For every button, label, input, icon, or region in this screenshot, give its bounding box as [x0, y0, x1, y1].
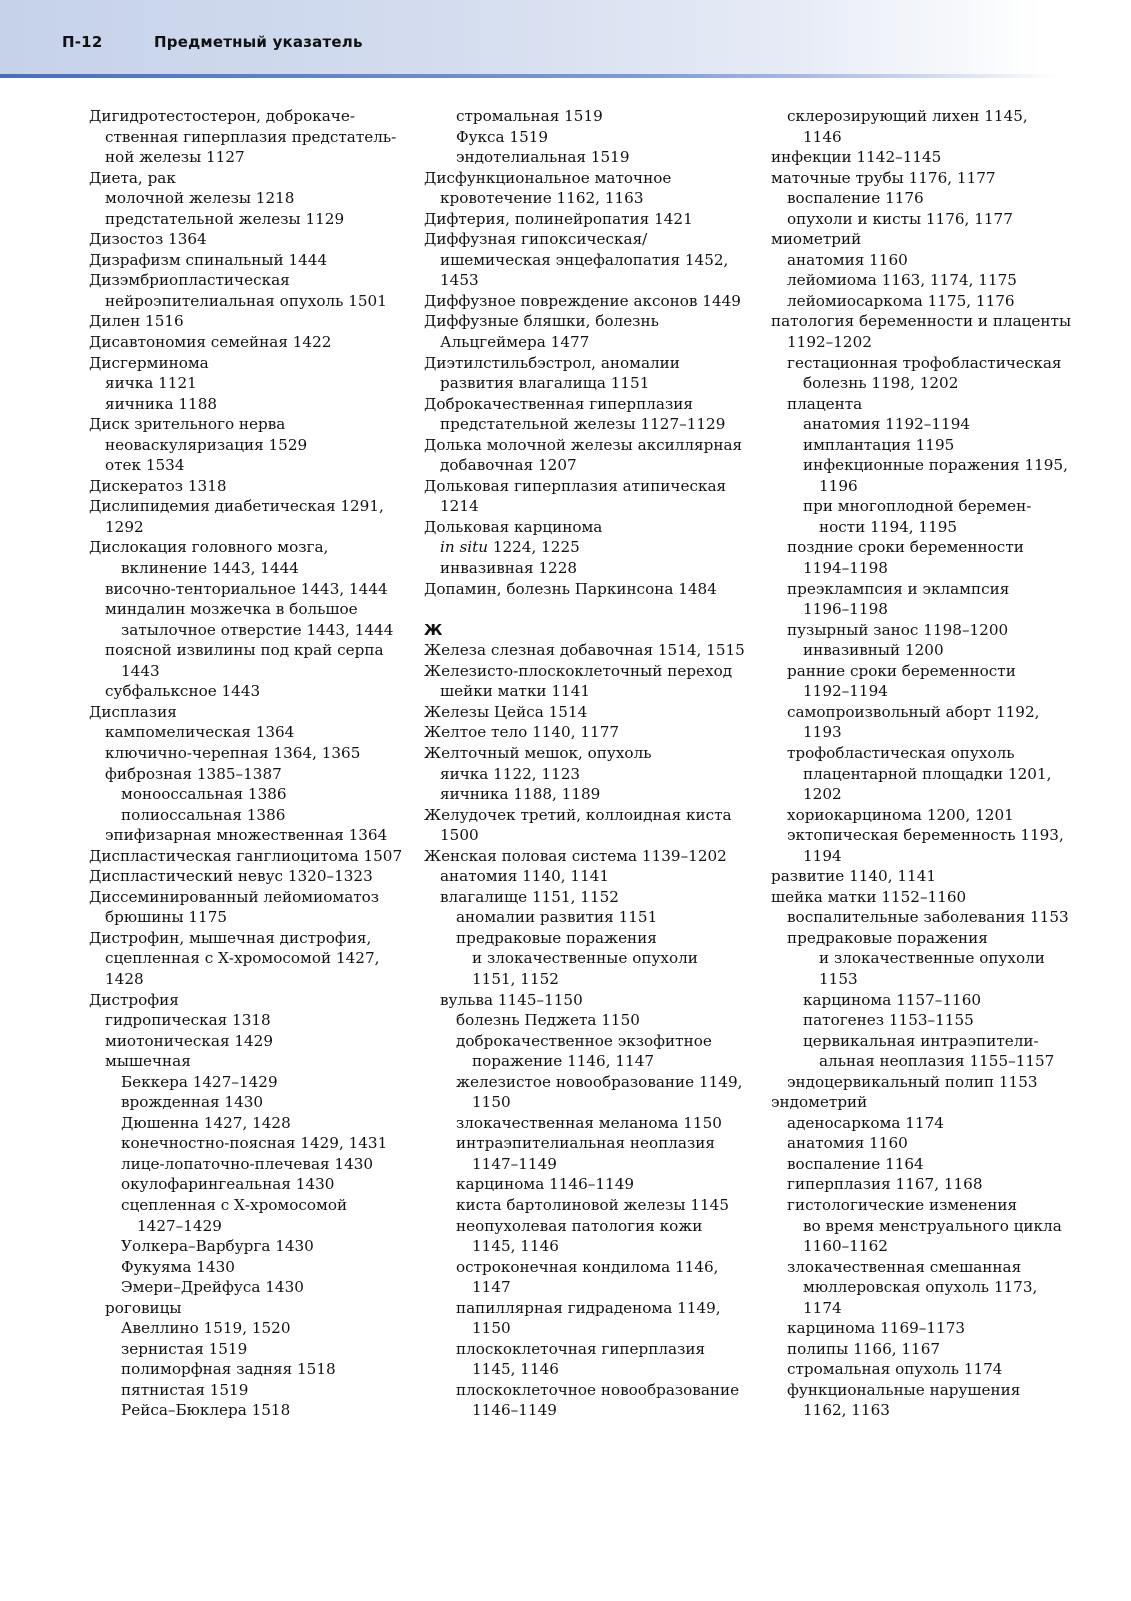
index-entry-line: Диффузная гипоксическая/ — [424, 230, 648, 249]
index-entry-line: Дислипидемия диабетическая 1291, — [89, 497, 384, 516]
index-entry-line: 1150 — [472, 1319, 511, 1338]
index-entry-line: 1443 — [121, 661, 160, 680]
index-entry-line: 1214 — [440, 497, 479, 516]
index-entry-line: брюшины 1175 — [105, 908, 228, 927]
index-entry-line: предраковые поражения — [456, 928, 657, 947]
index-entry-line: воспаление 1164 — [787, 1154, 924, 1173]
index-entry-line: мышечная — [105, 1052, 191, 1071]
index-entry-line: Доброкачественная гиперплазия — [424, 394, 693, 413]
index-entry-line: 1194 — [803, 846, 842, 865]
index-entry-line: папиллярная гидраденома 1149, — [456, 1298, 721, 1317]
index-entry-line: затылочное отверстие 1443, 1444 — [121, 620, 394, 639]
index-entry-line: вклинение 1443, 1444 — [121, 559, 299, 578]
page-number: П-12 — [62, 33, 103, 51]
index-entry-line: патология беременности и плаценты — [771, 312, 1072, 331]
index-entry-line: лейомиома 1163, 1174, 1175 — [787, 271, 1017, 290]
index-entry-line: кровотечение 1162, 1163 — [440, 189, 644, 208]
index-entry-line: 1194–1198 — [803, 559, 888, 578]
index-entry-line: предстательной железы 1129 — [105, 209, 345, 228]
index-entry-line: Дисавтономия семейная 1422 — [89, 333, 332, 352]
index-entry-line: предстательной железы 1127–1129 — [440, 415, 726, 434]
index-entry-line: врожденная 1430 — [121, 1093, 264, 1112]
index-entry-line: поражение 1146, 1147 — [472, 1052, 655, 1071]
index-entry-line: инфекции 1142–1145 — [771, 148, 942, 167]
section-letter: Ж — [424, 620, 443, 639]
index-entry-line: Дизостоз 1364 — [89, 230, 207, 249]
index-entry-line: патогенез 1153–1155 — [803, 1011, 974, 1030]
index-entry-line: Женская половая система 1139–1202 — [424, 846, 727, 865]
index-entry-line: 1147 — [472, 1278, 511, 1297]
index-entry-line: поясной извилины под край серпа — [105, 641, 384, 660]
index-entry-line: яичка 1122, 1123 — [440, 764, 581, 783]
index-entry-line: 1192–1202 — [787, 333, 872, 352]
index-entry-line: Дольковая гиперплазия атипическая — [424, 476, 727, 495]
index-entry-line: Дистрофия — [89, 990, 179, 1009]
header-rule — [0, 74, 1060, 78]
index-entry-line: Дизрафизм спинальный 1444 — [89, 250, 328, 269]
index-entry-line: 1147–1149 — [472, 1154, 557, 1173]
index-entry-line: Дифтерия, полинейропатия 1421 — [424, 209, 693, 228]
index-entry-line: Дискератоз 1318 — [89, 476, 227, 495]
index-entry-line: добавочная 1207 — [440, 456, 577, 475]
index-entry-line: Диспластический невус 1320–1323 — [89, 867, 373, 886]
index-entry-line: Альцгеймера 1477 — [440, 333, 590, 352]
index-entry-line: 1196 — [819, 476, 858, 495]
index-entry-line: Дисплазия — [89, 702, 177, 721]
index-entry-line: вульва 1145–1150 — [440, 990, 583, 1009]
index-entry-line: полипы 1166, 1167 — [787, 1339, 941, 1358]
index-entry-line: яичника 1188 — [105, 394, 218, 413]
index-entry-line: Диффузные бляшки, болезнь — [424, 312, 659, 331]
index-entry-line: 1145, 1146 — [472, 1360, 559, 1379]
index-column-3 — [771, 106, 1091, 1421]
index-entry-line: Желточный мешок, опухоль — [424, 743, 652, 762]
index-entry-line: 1192–1194 — [803, 682, 888, 701]
index-entry-line: 1193 — [803, 723, 842, 742]
index-entry-line: ственная гиперплазия предстатель- — [105, 127, 397, 146]
index-entry-line: зернистая 1519 — [121, 1339, 248, 1358]
index-entry-line: карцинома 1146–1149 — [456, 1175, 635, 1194]
index-entry-line: ности 1194, 1195 — [819, 517, 958, 536]
index-entry-line: развитие 1140, 1141 — [771, 867, 937, 886]
index-entry-line: молочной железы 1218 — [105, 189, 295, 208]
index-entry-line: функциональные нарушения — [787, 1380, 1021, 1399]
index-entry-line: Диспластическая ганглиоцитома 1507 — [89, 846, 403, 865]
index-entry-line: Уолкера–Варбурга 1430 — [121, 1237, 314, 1256]
index-entry-line: височно-тенториальное 1443, 1444 — [105, 579, 388, 598]
index-entry-line: 1427–1429 — [137, 1216, 222, 1235]
index-entry-line: развития влагалища 1151 — [440, 374, 650, 393]
index-entry-line: Диэтилстильбэстрол, аномалии — [424, 353, 680, 372]
index-entry-line: 1202 — [803, 785, 842, 804]
index-entry-line: болезнь 1198, 1202 — [803, 374, 959, 393]
index-entry-line: остроконечная кондилома 1146, — [456, 1257, 719, 1276]
index-entry-line: гестационная трофобластическая — [787, 353, 1062, 372]
index-entry-line: плоскоклеточная гиперплазия — [456, 1339, 706, 1358]
index-entry-line: окулофарингеальная 1430 — [121, 1175, 335, 1194]
index-entry-line: стромальная 1519 — [456, 107, 603, 125]
page-title: Предметный указатель — [154, 33, 363, 51]
index-entry-line: плацента — [787, 394, 863, 413]
index-entry-line: полиморфная задняя 1518 — [121, 1360, 336, 1379]
index-entry-line: 1500 — [440, 826, 479, 845]
index-entry-line: карцинома 1157–1160 — [803, 990, 982, 1009]
index-entry-line: сцепленная с Х-хромосомой — [121, 1195, 348, 1214]
index-entry-line: 1428 — [105, 969, 144, 988]
index-entry-line: ранние сроки беременности — [787, 661, 1016, 680]
index-entry-line: эндоцервикальный полип 1153 — [787, 1072, 1038, 1091]
index-entry-line: Желтое тело 1140, 1177 — [424, 723, 620, 742]
index-entry-line: фиброзная 1385–1387 — [105, 764, 282, 783]
index-entry-line: шейка матки 1152–1160 — [771, 887, 967, 906]
index-entry-line: конечностно-поясная 1429, 1431 — [121, 1134, 388, 1153]
index-entry-line: стромальная опухоль 1174 — [787, 1360, 1003, 1379]
index-entry-line: ключично-черепная 1364, 1365 — [105, 743, 361, 762]
index-entry-line — [424, 599, 744, 620]
index-entry-line: эндометрий — [771, 1093, 868, 1112]
index-entry-line: воспаление 1176 — [787, 189, 924, 208]
index-entry-line: гистологические изменения — [787, 1195, 1018, 1214]
index-entry-line: и злокачественные опухоли — [819, 949, 1045, 968]
index-entry-line: эктопическая беременность 1193, — [787, 826, 1064, 845]
index-entry-line: опухоли и кисты 1176, 1177 — [787, 209, 1013, 228]
index-entry-line: 1160–1162 — [803, 1237, 888, 1256]
index-entry-line: гидропическая 1318 — [105, 1011, 271, 1030]
index-entry-line: инфекционные поражения 1195, — [803, 456, 1068, 475]
index-entry-line: монооссальная 1386 — [121, 785, 287, 804]
index-entry-line: Диффузное повреждение аксонов 1449 — [424, 291, 741, 310]
index-entry-line: доброкачественное экзофитное — [456, 1031, 712, 1050]
index-entry-line: лейомиосаркома 1175, 1176 — [787, 291, 1015, 310]
italic-term: in situ — [440, 538, 489, 557]
index-entry-line: отек 1534 — [105, 456, 185, 475]
index-entry-line: при многоплодной беремен- — [803, 497, 1032, 516]
index-entry-line: 1453 — [440, 271, 479, 290]
index-entry-line: ной железы 1127 — [105, 148, 245, 167]
index-entry-line: Диссеминированный лейомиоматоз — [89, 887, 380, 906]
index-entry-line: in situ 1224, 1225 — [440, 538, 580, 557]
index-entry-line: Дилен 1516 — [89, 312, 184, 331]
index-entry-line: эпифизарная множественная 1364 — [105, 826, 388, 845]
index-entry-line: Дисгерминома — [89, 353, 209, 372]
index-entry-line: инвазивный 1200 — [803, 641, 944, 660]
index-entry-line: Рейса–Бюклера 1518 — [121, 1401, 291, 1420]
index-entry-line: Эмери–Дрейфуса 1430 — [121, 1278, 304, 1297]
index-entry-line: плоскоклеточное новообразование — [456, 1380, 740, 1399]
index-entry-line: 1151, 1152 — [472, 969, 559, 988]
index-entry-line: интраэпителиальная неоплазия — [456, 1134, 715, 1153]
index-entry-line: трофобластическая опухоль — [787, 743, 1015, 762]
index-entry-line: анатомия 1160 — [787, 1134, 908, 1153]
index-entry-line: аномалии развития 1151 — [456, 908, 658, 927]
index-entry-line: Железы Цейса 1514 — [424, 702, 588, 721]
index-entry-line: Желудочек третий, коллоидная киста — [424, 805, 732, 824]
index-entry-line: Долька молочной железы аксиллярная — [424, 435, 743, 454]
index-entry-line: миометрий — [771, 230, 862, 249]
index-entry-line: Фукса 1519 — [456, 127, 549, 146]
index-entry-line: хориокарцинома 1200, 1201 — [787, 805, 1014, 824]
index-entry-line: карцинома 1169–1173 — [787, 1319, 966, 1338]
index-entry-line: гиперплазия 1167, 1168 — [787, 1175, 983, 1194]
index-entry-line: Допамин, болезнь Паркинсона 1484 — [424, 579, 717, 598]
index-entry-line: Дистрофин, мышечная дистрофия, — [89, 928, 372, 947]
index-entry-line: анатомия 1140, 1141 — [440, 867, 610, 886]
index-entry-line: субфальксное 1443 — [105, 682, 261, 701]
index-entry-line: влагалище 1151, 1152 — [440, 887, 619, 906]
index-entry-line: самопроизвольный аборт 1192, — [787, 702, 1040, 721]
index-entry-line: яичника 1188, 1189 — [440, 785, 601, 804]
index-entry-line: неопухолевая патология кожи — [456, 1216, 703, 1235]
index-entry-line: Дизэмбриопластическая — [89, 271, 290, 290]
index-entry-line: альная неоплазия 1155–1157 — [819, 1052, 1055, 1071]
index-entry-line: яичка 1121 — [105, 374, 197, 393]
index-entry-line: и злокачественные опухоли — [472, 949, 698, 968]
index-entry-line: сцепленная с Х-хромосомой 1427, — [105, 949, 380, 968]
index-entry-line: 1174 — [803, 1298, 842, 1317]
index-entry-line: Дисфункциональное маточное — [424, 168, 672, 187]
index-entry-line: Дольковая карцинома — [424, 517, 603, 536]
index-entry-line: 1146–1149 — [472, 1401, 557, 1420]
index-entry-line: кампомелическая 1364 — [105, 723, 295, 742]
index-entry-line: миотоническая 1429 — [105, 1031, 274, 1050]
index-entry-line: Диск зрительного нерва — [89, 415, 286, 434]
index-entry-line: мюллеровская опухоль 1173, — [803, 1278, 1038, 1297]
index-entry-line: анатомия 1160 — [787, 250, 908, 269]
index-entry-line: шейки матки 1141 — [440, 682, 591, 701]
index-entry-line: Беккера 1427–1429 — [121, 1072, 278, 1091]
index-entry-line: 1150 — [472, 1093, 511, 1112]
index-entry-line: имплантация 1195 — [803, 435, 955, 454]
index-entry-line: киста бартолиновой железы 1145 — [456, 1195, 729, 1214]
index-entry-line: 1146 — [803, 127, 842, 146]
index-entry-line: роговицы — [105, 1298, 182, 1317]
index-entry-line: злокачественная смешанная — [787, 1257, 1022, 1276]
index-entry-line: ишемическая энцефалопатия 1452, — [440, 250, 729, 269]
index-entry-line: пузырный занос 1198–1200 — [787, 620, 1009, 639]
index-entry-line: пятнистая 1519 — [121, 1380, 249, 1399]
index-column-1 — [89, 106, 403, 1421]
index-entry-line: Железисто-плоскоклеточный переход — [424, 661, 733, 680]
index-entry-line: Дислокация головного мозга, — [89, 538, 329, 557]
index-column-2 — [424, 106, 744, 1421]
index-entry-line: цервикальная интраэпители- — [803, 1031, 1039, 1050]
index-entry-line: преэклампсия и эклампсия — [787, 579, 1010, 598]
index-entry-line: склерозирующий лихен 1145, — [787, 107, 1028, 125]
index-entry-line: миндалин мозжечка в большое — [105, 600, 358, 619]
index-entry-line: 1292 — [105, 517, 144, 536]
index-entry-line: нейроэпителиальная опухоль 1501 — [105, 291, 387, 310]
index-entry-line: Дюшенна 1427, 1428 — [121, 1113, 291, 1132]
index-entry-line: Железа слезная добавочная 1514, 1515 — [424, 641, 745, 660]
index-entry-line: анатомия 1192–1194 — [803, 415, 971, 434]
index-entry-line: болезнь Педжета 1150 — [456, 1011, 640, 1030]
index-entry-line: 1153 — [819, 969, 858, 988]
index-entry-line: поздние сроки беременности — [787, 538, 1024, 557]
index-entry-line: злокачественная меланома 1150 — [456, 1113, 722, 1132]
index-entry-line: инвазивная 1228 — [440, 559, 578, 578]
index-entry-line: 1196–1198 — [803, 600, 888, 619]
index-entry-line: Диета, рак — [89, 168, 176, 187]
index-entry-line: Авеллино 1519, 1520 — [121, 1319, 291, 1338]
index-entry-line: неоваскуляризация 1529 — [105, 435, 308, 454]
index-entry-line: 1145, 1146 — [472, 1237, 559, 1256]
index-entry-line: маточные трубы 1176, 1177 — [771, 168, 996, 187]
index-entry-line: эндотелиальная 1519 — [456, 148, 630, 167]
index-entry-line: железистое новообразование 1149, — [456, 1072, 743, 1091]
index-entry-line: во время менструального цикла — [803, 1216, 1062, 1235]
index-entry-line: лице-лопаточно-плечевая 1430 — [121, 1154, 374, 1173]
index-entry-line: полиоссальная 1386 — [121, 805, 286, 824]
index-entry-line: плацентарной площадки 1201, — [803, 764, 1052, 783]
index-entry-line: Дигидротестостерон, доброкаче- — [89, 107, 355, 125]
index-entry-line: Фукуяма 1430 — [121, 1257, 235, 1276]
index-entry-line: аденосаркома 1174 — [787, 1113, 944, 1132]
index-entry-line: предраковые поражения — [787, 928, 988, 947]
index-entry-line: воспалительные заболевания 1153 — [787, 908, 1069, 927]
index-entry-line: 1162, 1163 — [803, 1401, 890, 1420]
